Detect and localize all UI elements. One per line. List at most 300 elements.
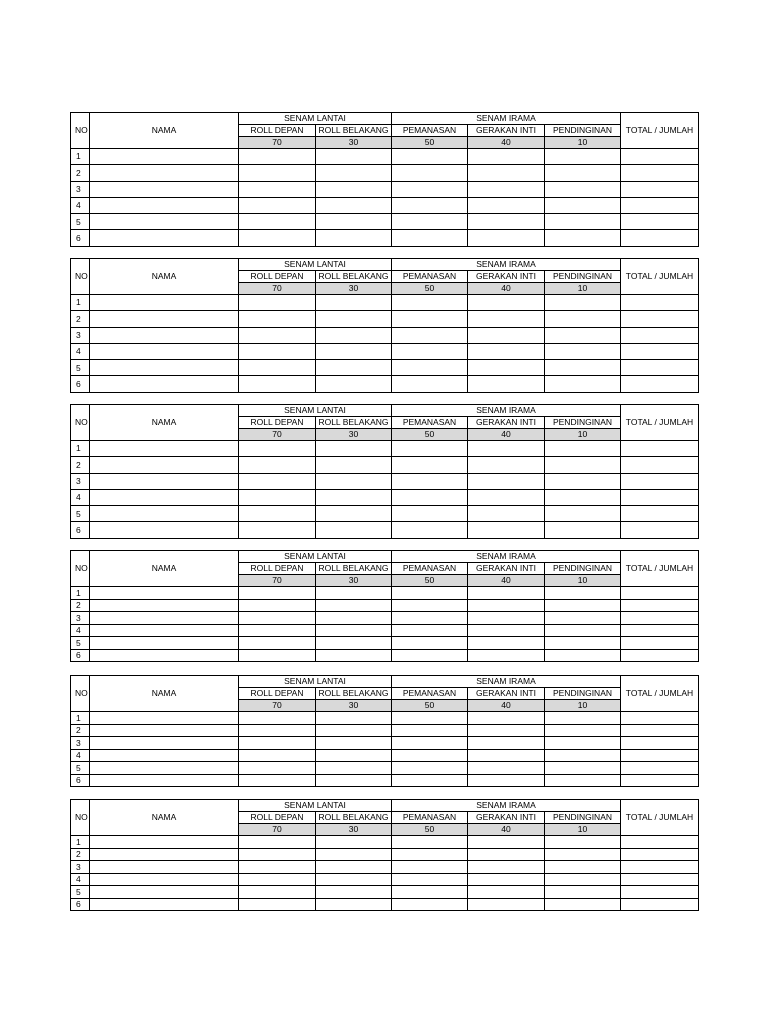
cell-score[interactable]: [392, 712, 468, 725]
cell-score[interactable]: [545, 197, 621, 213]
cell-score[interactable]: [468, 311, 545, 327]
header-total: TOTAL / JUMLAH: [621, 800, 699, 836]
cell-score[interactable]: [392, 861, 468, 874]
cell-total[interactable]: [621, 861, 699, 874]
row-number: 5: [71, 886, 90, 899]
cell-nama[interactable]: [90, 181, 239, 197]
cell-score[interactable]: [545, 343, 621, 359]
header-weight: 40: [468, 283, 545, 295]
cell-score[interactable]: [468, 649, 545, 662]
cell-score[interactable]: [316, 165, 392, 181]
cell-score[interactable]: [239, 376, 316, 392]
cell-total[interactable]: [621, 873, 699, 886]
cell-score[interactable]: [545, 165, 621, 181]
table-row: [71, 214, 699, 230]
cell-score[interactable]: [239, 343, 316, 359]
cell-score[interactable]: [468, 886, 545, 899]
cell-score[interactable]: [316, 749, 392, 762]
cell-score[interactable]: [392, 649, 468, 662]
cell-score[interactable]: [468, 712, 545, 725]
cell-score[interactable]: [545, 737, 621, 750]
cell-score[interactable]: [545, 749, 621, 762]
cell-score[interactable]: [468, 489, 545, 505]
cell-total[interactable]: [621, 624, 699, 637]
header-criterion: PEMANASAN: [392, 688, 468, 700]
cell-score[interactable]: [468, 295, 545, 311]
header-weight: 40: [468, 137, 545, 149]
cell-total[interactable]: [621, 230, 699, 246]
cell-score[interactable]: [239, 624, 316, 637]
cell-score[interactable]: [239, 473, 316, 489]
cell-nama[interactable]: [90, 712, 239, 725]
row-number: 1: [71, 149, 90, 165]
cell-score[interactable]: [239, 587, 316, 600]
cell-score[interactable]: [316, 873, 392, 886]
cell-total[interactable]: [621, 599, 699, 612]
cell-score[interactable]: [392, 522, 468, 538]
cell-nama[interactable]: [90, 295, 239, 311]
cell-total[interactable]: [621, 522, 699, 538]
header-criterion: ROLL DEPAN: [239, 688, 316, 700]
cell-score[interactable]: [239, 749, 316, 762]
cell-nama[interactable]: [90, 624, 239, 637]
cell-nama[interactable]: [90, 774, 239, 787]
cell-score[interactable]: [239, 898, 316, 911]
cell-score[interactable]: [392, 327, 468, 343]
cell-score[interactable]: [545, 489, 621, 505]
table-row: [71, 774, 699, 787]
table-row: [71, 506, 699, 522]
row-number: 1: [71, 295, 90, 311]
cell-score[interactable]: [392, 197, 468, 213]
cell-score[interactable]: [545, 587, 621, 600]
cell-score[interactable]: [545, 149, 621, 165]
row-number: 3: [71, 473, 90, 489]
cell-score[interactable]: [392, 762, 468, 775]
cell-score[interactable]: [468, 637, 545, 650]
cell-nama[interactable]: [90, 376, 239, 392]
cell-nama[interactable]: [90, 612, 239, 625]
cell-score[interactable]: [316, 836, 392, 849]
cell-score[interactable]: [239, 311, 316, 327]
cell-nama[interactable]: [90, 197, 239, 213]
cell-score[interactable]: [239, 506, 316, 522]
cell-nama[interactable]: [90, 165, 239, 181]
cell-nama[interactable]: [90, 343, 239, 359]
table-row: [71, 457, 699, 473]
cell-score[interactable]: [392, 360, 468, 376]
cell-score[interactable]: [545, 506, 621, 522]
cell-score[interactable]: [545, 848, 621, 861]
cell-score[interactable]: [316, 522, 392, 538]
cell-score[interactable]: [239, 848, 316, 861]
cell-score[interactable]: [316, 637, 392, 650]
cell-nama[interactable]: [90, 230, 239, 246]
cell-score[interactable]: [545, 649, 621, 662]
cell-nama[interactable]: [90, 861, 239, 874]
cell-score[interactable]: [239, 230, 316, 246]
cell-score[interactable]: [316, 181, 392, 197]
cell-score[interactable]: [545, 712, 621, 725]
cell-score[interactable]: [392, 898, 468, 911]
cell-score[interactable]: [239, 712, 316, 725]
cell-score[interactable]: [392, 343, 468, 359]
cell-score[interactable]: [545, 762, 621, 775]
cell-score[interactable]: [239, 836, 316, 849]
row-number: 6: [71, 522, 90, 538]
cell-total[interactable]: [621, 637, 699, 650]
cell-score[interactable]: [392, 489, 468, 505]
header-criterion: ROLL DEPAN: [239, 125, 316, 137]
cell-score[interactable]: [545, 214, 621, 230]
cell-score[interactable]: [392, 376, 468, 392]
cell-nama[interactable]: [90, 848, 239, 861]
cell-score[interactable]: [316, 861, 392, 874]
cell-score[interactable]: [239, 149, 316, 165]
row-number: 1: [71, 441, 90, 457]
cell-score[interactable]: [545, 457, 621, 473]
cell-score[interactable]: [316, 457, 392, 473]
cell-score[interactable]: [316, 343, 392, 359]
cell-total[interactable]: [621, 712, 699, 725]
cell-score[interactable]: [239, 489, 316, 505]
header-criterion: ROLL BELAKANG: [316, 271, 392, 283]
score-table: [70, 675, 699, 787]
cell-nama[interactable]: [90, 214, 239, 230]
cell-nama[interactable]: [90, 360, 239, 376]
cell-score[interactable]: [392, 311, 468, 327]
cell-score[interactable]: [545, 230, 621, 246]
cell-score[interactable]: [468, 230, 545, 246]
header-no: NO: [71, 800, 90, 836]
cell-nama[interactable]: [90, 873, 239, 886]
cell-score[interactable]: [316, 360, 392, 376]
row-number: 6: [71, 376, 90, 392]
cell-total[interactable]: [621, 327, 699, 343]
cell-score[interactable]: [545, 886, 621, 899]
row-number: 2: [71, 165, 90, 181]
cell-score[interactable]: [468, 522, 545, 538]
cell-score[interactable]: [545, 624, 621, 637]
header-criterion: PEMANASAN: [392, 563, 468, 575]
cell-score[interactable]: [468, 774, 545, 787]
cell-score[interactable]: [239, 649, 316, 662]
cell-score[interactable]: [392, 473, 468, 489]
cell-score[interactable]: [468, 376, 545, 392]
cell-score[interactable]: [239, 762, 316, 775]
cell-score[interactable]: [392, 295, 468, 311]
cell-total[interactable]: [621, 587, 699, 600]
cell-score[interactable]: [392, 886, 468, 899]
cell-nama[interactable]: [90, 649, 239, 662]
cell-total[interactable]: [621, 506, 699, 522]
cell-score[interactable]: [468, 873, 545, 886]
cell-score[interactable]: [468, 473, 545, 489]
cell-score[interactable]: [239, 441, 316, 457]
cell-nama[interactable]: [90, 149, 239, 165]
cell-total[interactable]: [621, 886, 699, 899]
header-criterion: ROLL DEPAN: [239, 271, 316, 283]
cell-score[interactable]: [468, 848, 545, 861]
cell-total[interactable]: [621, 295, 699, 311]
cell-score[interactable]: [239, 360, 316, 376]
cell-score[interactable]: [316, 712, 392, 725]
cell-score[interactable]: [239, 457, 316, 473]
cell-nama[interactable]: [90, 327, 239, 343]
cell-score[interactable]: [545, 181, 621, 197]
cell-score[interactable]: [316, 762, 392, 775]
cell-score[interactable]: [468, 762, 545, 775]
cell-score[interactable]: [545, 473, 621, 489]
cell-score[interactable]: [545, 898, 621, 911]
cell-total[interactable]: [621, 836, 699, 849]
cell-score[interactable]: [316, 612, 392, 625]
header-total: TOTAL / JUMLAH: [621, 551, 699, 587]
cell-total[interactable]: [621, 149, 699, 165]
cell-score[interactable]: [392, 637, 468, 650]
cell-score[interactable]: [239, 886, 316, 899]
cell-nama[interactable]: [90, 836, 239, 849]
cell-score[interactable]: [468, 327, 545, 343]
cell-score[interactable]: [316, 599, 392, 612]
cell-nama[interactable]: [90, 737, 239, 750]
table-row: [71, 724, 699, 737]
cell-score[interactable]: [316, 214, 392, 230]
header-no: NO: [71, 405, 90, 441]
cell-score[interactable]: [392, 230, 468, 246]
cell-score[interactable]: [316, 230, 392, 246]
cell-score[interactable]: [545, 522, 621, 538]
cell-score[interactable]: [392, 441, 468, 457]
cell-score[interactable]: [545, 327, 621, 343]
cell-total[interactable]: [621, 612, 699, 625]
cell-nama[interactable]: [90, 762, 239, 775]
cell-total[interactable]: [621, 489, 699, 505]
cell-score[interactable]: [392, 599, 468, 612]
cell-score[interactable]: [392, 165, 468, 181]
row-number: 2: [71, 457, 90, 473]
cell-total[interactable]: [621, 343, 699, 359]
cell-nama[interactable]: [90, 522, 239, 538]
cell-score[interactable]: [545, 441, 621, 457]
cell-score[interactable]: [239, 181, 316, 197]
cell-total[interactable]: [621, 649, 699, 662]
header-weight: 30: [316, 283, 392, 295]
cell-total[interactable]: [621, 749, 699, 762]
cell-score[interactable]: [316, 311, 392, 327]
cell-score[interactable]: [468, 343, 545, 359]
cell-score[interactable]: [468, 457, 545, 473]
cell-score[interactable]: [468, 898, 545, 911]
cell-score[interactable]: [392, 149, 468, 165]
cell-score[interactable]: [468, 861, 545, 874]
cell-score[interactable]: [316, 473, 392, 489]
cell-nama[interactable]: [90, 898, 239, 911]
cell-score[interactable]: [392, 836, 468, 849]
cell-score[interactable]: [392, 724, 468, 737]
cell-score[interactable]: [468, 181, 545, 197]
table-row: [71, 376, 699, 392]
cell-total[interactable]: [621, 165, 699, 181]
table-row: [71, 649, 699, 662]
cell-score[interactable]: [239, 861, 316, 874]
cell-score[interactable]: [468, 149, 545, 165]
cell-score[interactable]: [316, 149, 392, 165]
cell-score[interactable]: [239, 873, 316, 886]
header-criterion: GERAKAN INTI: [468, 417, 545, 429]
cell-score[interactable]: [239, 612, 316, 625]
cell-score[interactable]: [545, 612, 621, 625]
cell-total[interactable]: [621, 457, 699, 473]
cell-score[interactable]: [316, 724, 392, 737]
cell-score[interactable]: [545, 637, 621, 650]
header-criterion: ROLL DEPAN: [239, 812, 316, 824]
cell-score[interactable]: [468, 749, 545, 762]
cell-score[interactable]: [392, 181, 468, 197]
cell-score[interactable]: [468, 724, 545, 737]
cell-nama[interactable]: [90, 749, 239, 762]
cell-score[interactable]: [545, 311, 621, 327]
cell-score[interactable]: [316, 649, 392, 662]
cell-score[interactable]: [545, 873, 621, 886]
cell-score[interactable]: [239, 599, 316, 612]
cell-score[interactable]: [316, 376, 392, 392]
cell-total[interactable]: [621, 898, 699, 911]
cell-score[interactable]: [239, 327, 316, 343]
table-row: [71, 441, 699, 457]
header-criterion: PENDINGINAN: [545, 563, 621, 575]
cell-score[interactable]: [545, 295, 621, 311]
header-weight: 50: [392, 824, 468, 836]
cell-score[interactable]: [545, 774, 621, 787]
cell-score[interactable]: [468, 441, 545, 457]
cell-score[interactable]: [392, 457, 468, 473]
cell-total[interactable]: [621, 737, 699, 750]
cell-score[interactable]: [545, 861, 621, 874]
cell-score[interactable]: [316, 886, 392, 899]
cell-total[interactable]: [621, 762, 699, 775]
cell-score[interactable]: [468, 214, 545, 230]
cell-score[interactable]: [239, 774, 316, 787]
row-number: 4: [71, 197, 90, 213]
cell-score[interactable]: [468, 599, 545, 612]
cell-score[interactable]: [239, 295, 316, 311]
cell-score[interactable]: [468, 165, 545, 181]
cell-score[interactable]: [239, 724, 316, 737]
cell-score[interactable]: [239, 165, 316, 181]
cell-score[interactable]: [239, 522, 316, 538]
cell-score[interactable]: [316, 327, 392, 343]
cell-score[interactable]: [316, 898, 392, 911]
table-row: [71, 898, 699, 911]
cell-nama[interactable]: [90, 724, 239, 737]
cell-score[interactable]: [316, 295, 392, 311]
cell-score[interactable]: [545, 360, 621, 376]
cell-score[interactable]: [392, 749, 468, 762]
cell-nama[interactable]: [90, 587, 239, 600]
cell-score[interactable]: [316, 774, 392, 787]
cell-total[interactable]: [621, 214, 699, 230]
cell-score[interactable]: [239, 637, 316, 650]
cell-score[interactable]: [239, 197, 316, 213]
cell-score[interactable]: [545, 599, 621, 612]
row-number: 3: [71, 327, 90, 343]
cell-score[interactable]: [316, 506, 392, 522]
cell-score[interactable]: [316, 441, 392, 457]
cell-total[interactable]: [621, 774, 699, 787]
cell-score[interactable]: [468, 506, 545, 522]
cell-total[interactable]: [621, 473, 699, 489]
cell-score[interactable]: [545, 376, 621, 392]
cell-score[interactable]: [468, 360, 545, 376]
cell-score[interactable]: [239, 737, 316, 750]
cell-score[interactable]: [392, 848, 468, 861]
cell-score[interactable]: [316, 197, 392, 213]
header-weight: 70: [239, 700, 316, 712]
cell-score[interactable]: [392, 873, 468, 886]
header-nama: NAMA: [90, 551, 239, 587]
cell-nama[interactable]: [90, 489, 239, 505]
table-row: [71, 624, 699, 637]
row-number: 5: [71, 360, 90, 376]
table-row: [71, 311, 699, 327]
cell-total[interactable]: [621, 360, 699, 376]
cell-nama[interactable]: [90, 441, 239, 457]
cell-score[interactable]: [392, 624, 468, 637]
cell-nama[interactable]: [90, 637, 239, 650]
cell-score[interactable]: [468, 587, 545, 600]
cell-score[interactable]: [468, 197, 545, 213]
cell-total[interactable]: [621, 311, 699, 327]
cell-total[interactable]: [621, 441, 699, 457]
cell-score[interactable]: [316, 587, 392, 600]
cell-score[interactable]: [316, 848, 392, 861]
cell-score[interactable]: [316, 737, 392, 750]
score-table-1: [70, 112, 698, 247]
cell-score[interactable]: [545, 836, 621, 849]
cell-score[interactable]: [239, 214, 316, 230]
cell-score[interactable]: [392, 612, 468, 625]
cell-score[interactable]: [468, 612, 545, 625]
row-number: 2: [71, 848, 90, 861]
cell-score[interactable]: [392, 506, 468, 522]
cell-score[interactable]: [468, 624, 545, 637]
cell-total[interactable]: [621, 724, 699, 737]
row-number: 4: [71, 343, 90, 359]
cell-score[interactable]: [468, 836, 545, 849]
row-number: 2: [71, 599, 90, 612]
cell-nama[interactable]: [90, 457, 239, 473]
cell-score[interactable]: [316, 624, 392, 637]
cell-score[interactable]: [316, 489, 392, 505]
cell-total[interactable]: [621, 197, 699, 213]
score-table: [70, 404, 699, 539]
cell-nama[interactable]: [90, 599, 239, 612]
cell-score[interactable]: [392, 214, 468, 230]
cell-score[interactable]: [392, 737, 468, 750]
cell-total[interactable]: [621, 181, 699, 197]
cell-nama[interactable]: [90, 886, 239, 899]
cell-score[interactable]: [468, 737, 545, 750]
cell-score[interactable]: [392, 774, 468, 787]
cell-score[interactable]: [392, 587, 468, 600]
cell-nama[interactable]: [90, 473, 239, 489]
cell-score[interactable]: [545, 724, 621, 737]
cell-total[interactable]: [621, 848, 699, 861]
cell-total[interactable]: [621, 376, 699, 392]
cell-nama[interactable]: [90, 506, 239, 522]
cell-nama[interactable]: [90, 311, 239, 327]
